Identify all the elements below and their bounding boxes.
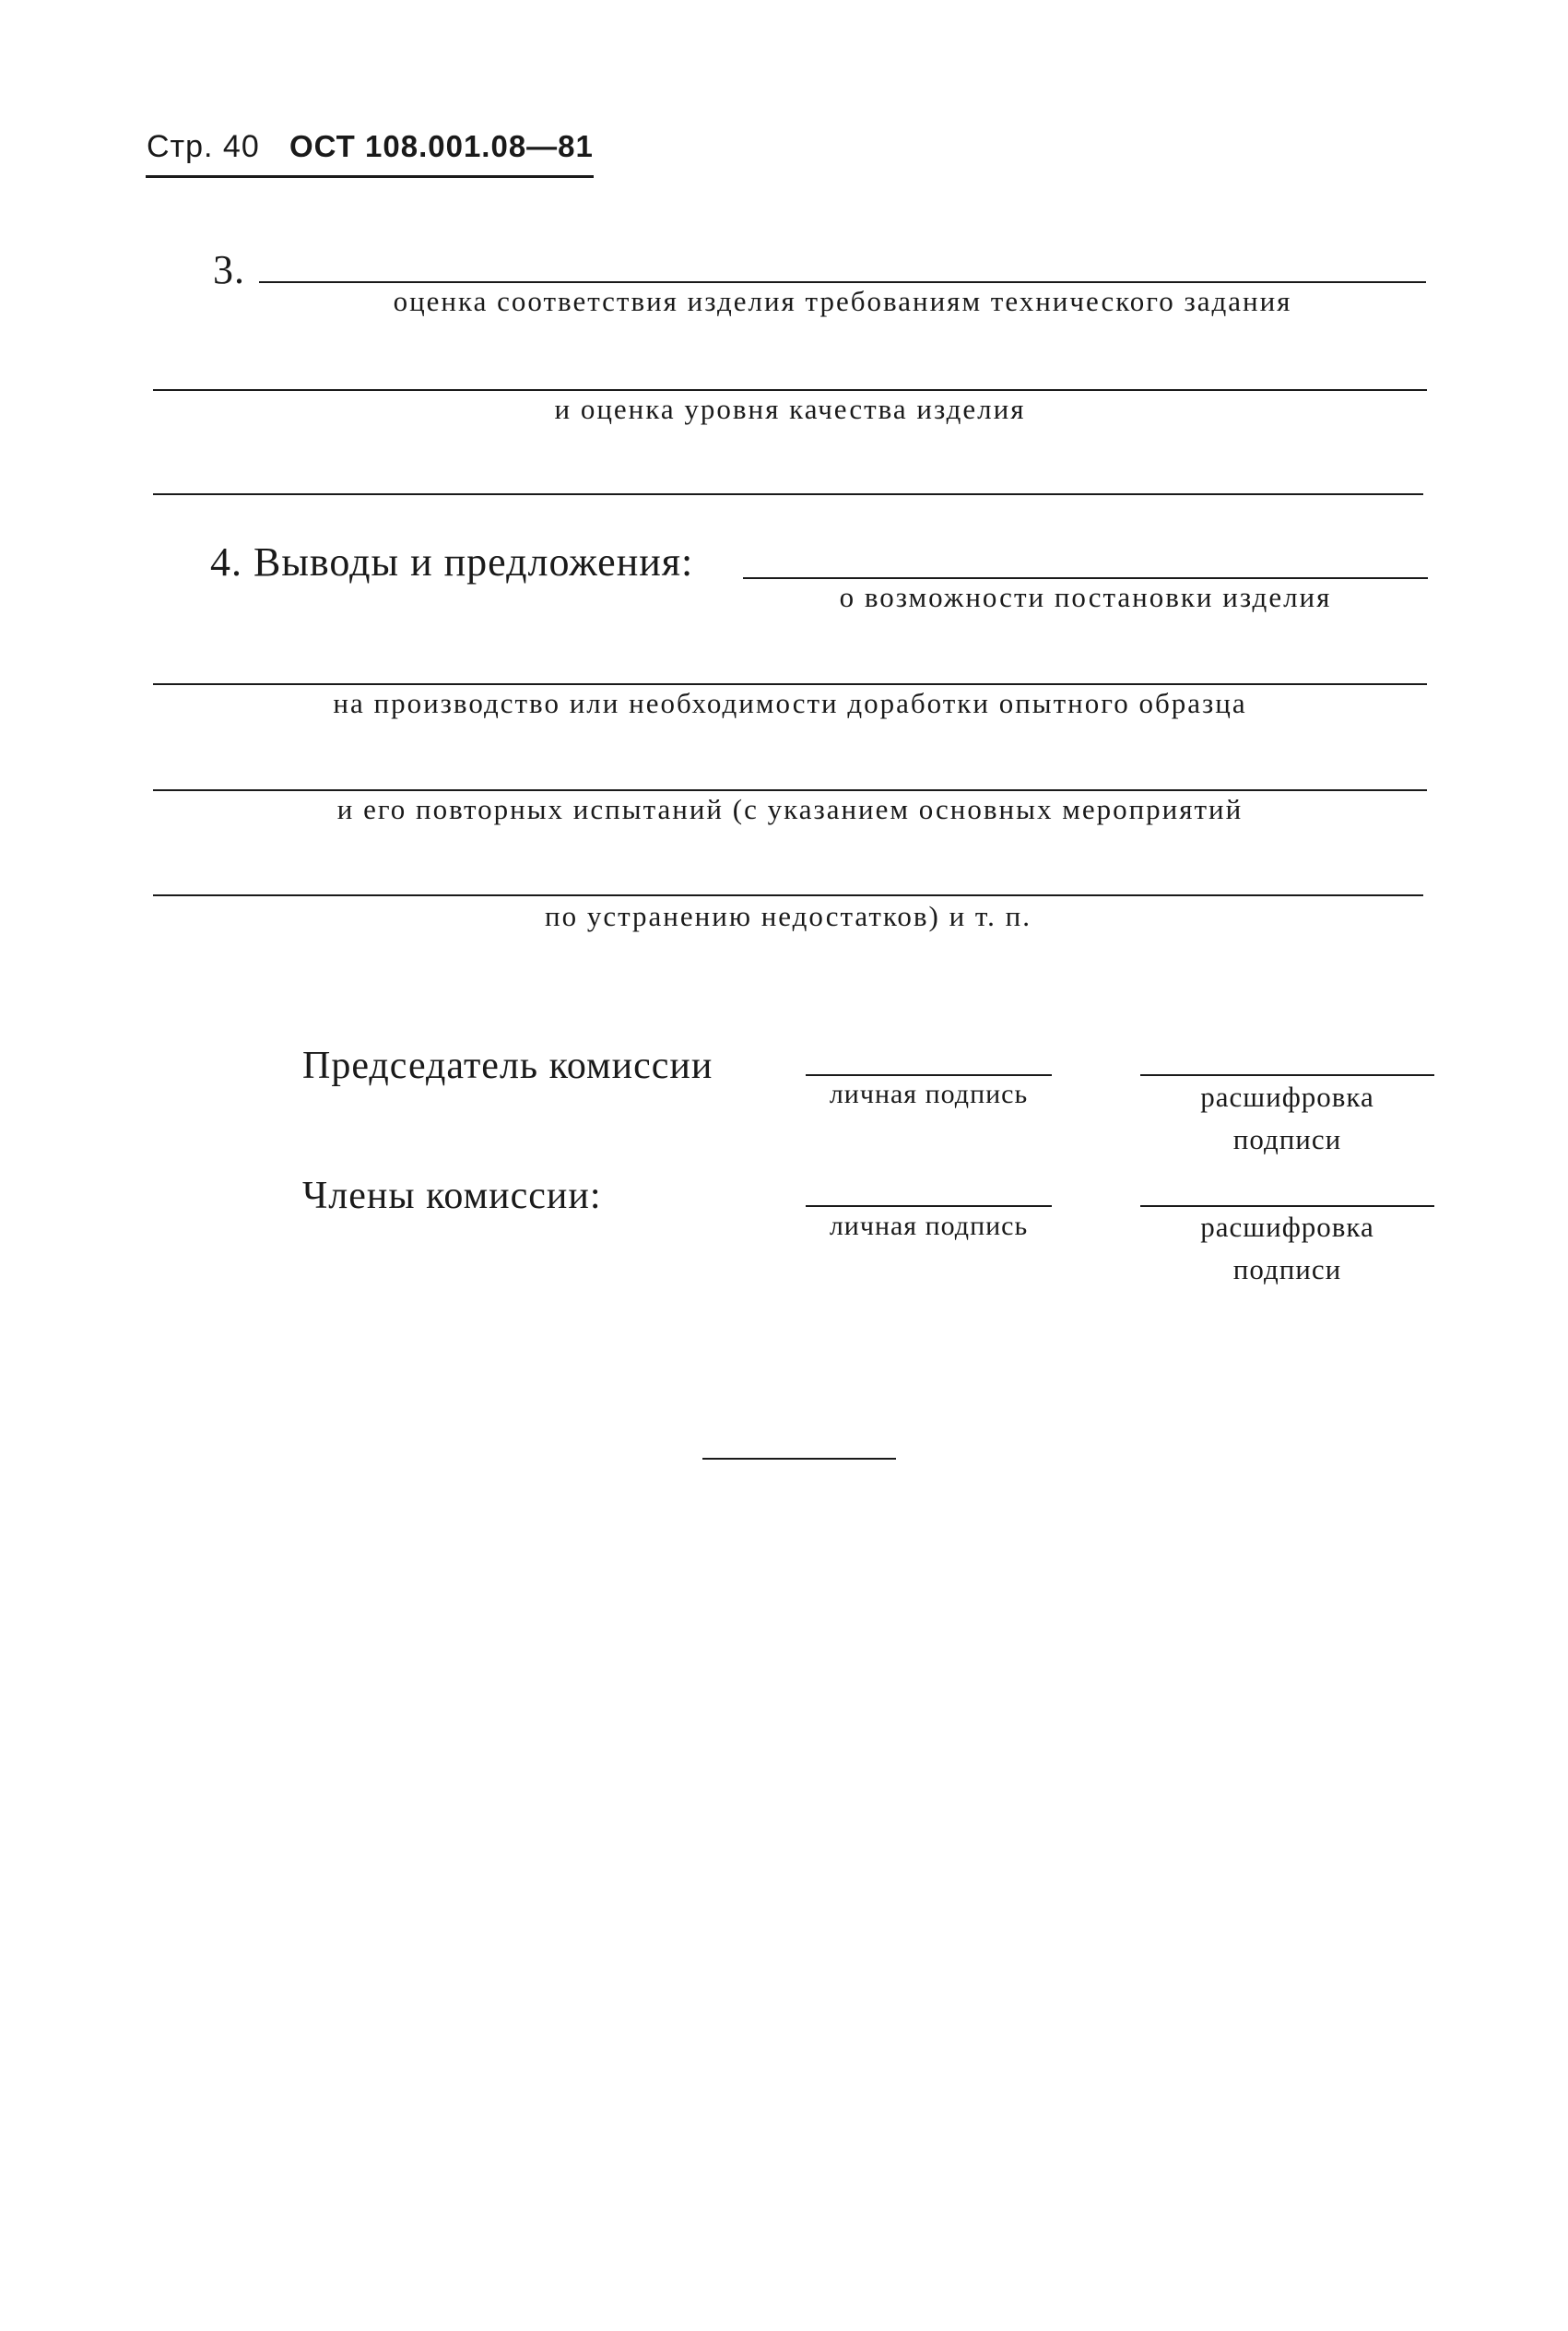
decode-hint-line-1: расшифровка <box>1200 1081 1374 1113</box>
section-3-hint-1: оценка соответствия изделия требованиям технического задания <box>393 285 1292 317</box>
section-4-hint-2: на производство или необходимости доработки опытного образца <box>333 687 1247 719</box>
chairman-signature-hint: личная подпись <box>829 1079 1029 1109</box>
decode-hint-line-2: подписи <box>1232 1253 1342 1285</box>
member-decode-hint <box>1140 1206 1434 1291</box>
decode-hint-line-2: подписи <box>1232 1123 1342 1155</box>
section-4-fill-line-4[interactable] <box>153 894 1423 896</box>
section-4-hint-1: о возможности постановки изделия <box>839 581 1332 613</box>
section-4-hint-4: по устранению недостатков) и т. п. <box>545 900 1032 932</box>
header-underline <box>146 175 594 178</box>
chairman-decode-hint <box>1140 1076 1434 1161</box>
section-4-fill-line-2[interactable] <box>153 683 1427 685</box>
decode-hint-line-1: расшифровка <box>1200 1211 1374 1243</box>
section-4-fill-line-3[interactable] <box>153 789 1427 791</box>
section-3-hint-2: и оценка уровня качества изделия <box>554 393 1026 425</box>
section-3-fill-line-3[interactable] <box>153 493 1423 495</box>
section-3-number: 3. <box>213 247 245 292</box>
members-label: Члены комиссии: <box>302 1175 602 1217</box>
chairman-signature-line[interactable] <box>806 1074 1052 1076</box>
section-3-fill-line-2[interactable] <box>153 389 1427 391</box>
member-signature-line[interactable] <box>806 1205 1052 1207</box>
section-4-hint-3: и его повторных испытаний (с указанием основных мероприятий <box>336 793 1244 825</box>
standard-code: ОСТ 108.001.08—81 <box>289 129 594 163</box>
page-number: Стр. 40 <box>147 129 260 164</box>
section-4-fill-line-1[interactable] <box>743 577 1428 579</box>
section-4-title: 4. Выводы и предложения: <box>210 539 694 585</box>
section-3-fill-line-1[interactable] <box>259 281 1426 283</box>
end-of-document-rule <box>702 1458 896 1460</box>
member-signature-hint: личная подпись <box>829 1211 1029 1241</box>
chairman-label: Председатель комиссии <box>302 1045 713 1087</box>
